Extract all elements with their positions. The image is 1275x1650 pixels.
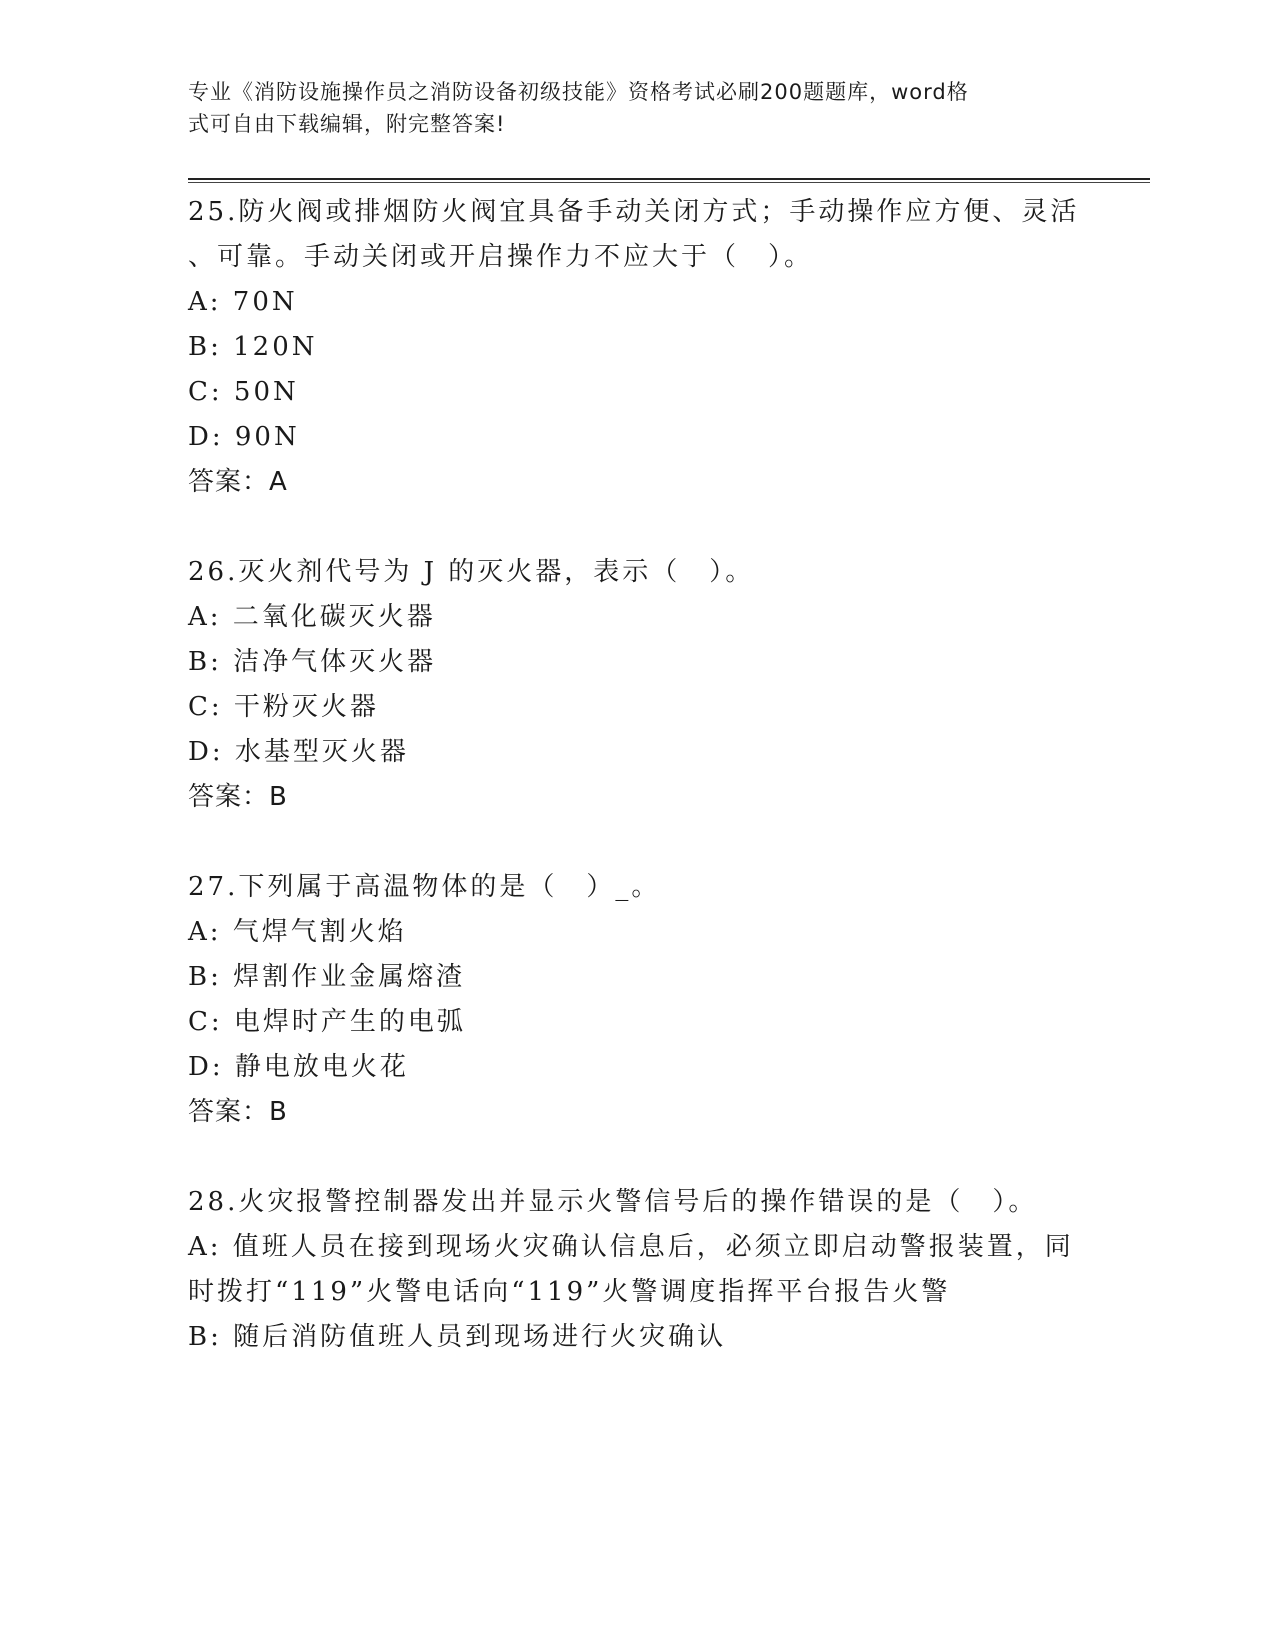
spacer	[188, 820, 1088, 865]
option-c: C: 50N	[188, 377, 299, 407]
question-stem: 26.灭火剂代号为 J 的灭火器，表示（ ）。	[188, 557, 755, 587]
option-a: A: 70N	[188, 287, 298, 317]
option-b: B: 120N	[188, 332, 318, 362]
question-stem: 28.火灾报警控制器发出并显示火警信号后的操作错误的是（ ）。	[188, 1187, 1038, 1217]
option-a: A: 气焊气割火焰	[188, 917, 407, 947]
spacer	[188, 1135, 1088, 1180]
option-d: D: 静电放电火花	[188, 1052, 409, 1082]
spacer	[188, 505, 1088, 550]
question-stem: 27.下列属于高温物体的是（ ）_。	[188, 872, 661, 902]
document-header	[188, 76, 1068, 140]
answer-line: 答案：B	[188, 782, 288, 812]
option-d: D: 90N	[188, 422, 300, 452]
option-d: D: 水基型灭火器	[188, 737, 409, 767]
question-item	[188, 865, 1088, 1135]
question-list	[188, 190, 1088, 1360]
option-b: B: 洁净气体灭火器	[188, 647, 437, 677]
answer-line: 答案：B	[188, 1097, 288, 1127]
option-c: C: 电焊时产生的电弧	[188, 1007, 466, 1037]
option-a: A: 二氧化碳灭火器	[188, 602, 436, 632]
question-stem: 25.防火阀或排烟防火阀宜具备手动关闭方式；手动操作应方便、灵活	[188, 197, 1080, 227]
option-b: B: 焊割作业金属熔渣	[188, 962, 466, 992]
question-item	[188, 1180, 1088, 1360]
option-a-continued: 时拨打“119”火警电话向“119”火警调度指挥平台报告火警	[188, 1277, 951, 1307]
question-stem: 、可靠。手动关闭或开启操作力不应大于（ ）。	[188, 242, 814, 272]
header-divider-thin	[188, 182, 1150, 183]
question-item	[188, 550, 1088, 820]
question-item	[188, 190, 1088, 505]
option-a: A: 值班人员在接到现场火灾确认信息后，必须立即启动警报装置，同	[188, 1232, 1074, 1262]
header-divider-thick	[188, 178, 1150, 180]
option-b: B: 随后消防值班人员到现场进行火灾确认	[188, 1322, 727, 1352]
answer-line: 答案：A	[188, 467, 288, 497]
header-line-1: 专业《消防设施操作员之消防设备初级技能》资格考试必刷200题题库，word格	[188, 80, 969, 104]
header-line-2: 式可自由下载编辑，附完整答案!	[188, 112, 506, 136]
option-c: C: 干粉灭火器	[188, 692, 379, 722]
